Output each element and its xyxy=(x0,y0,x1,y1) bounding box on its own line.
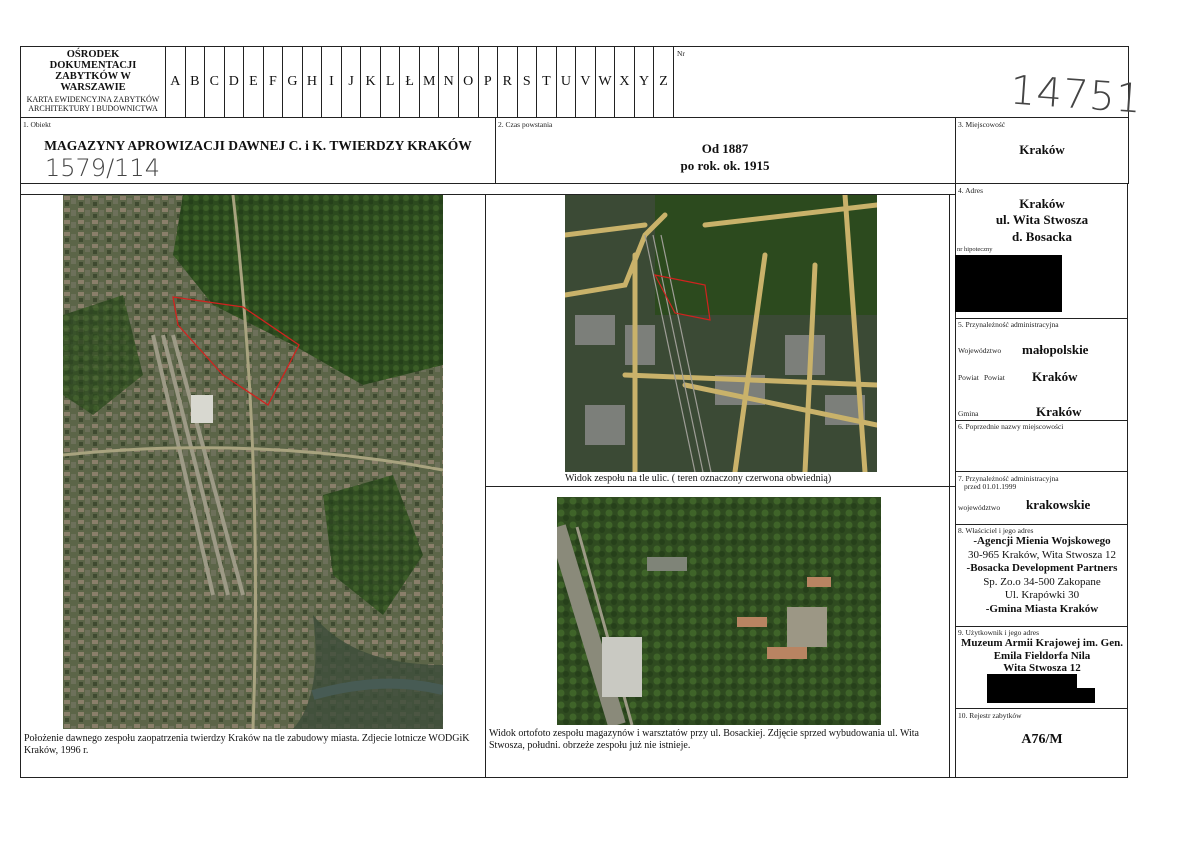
address-line2: ul. Wita Stwosza xyxy=(995,212,1089,227)
divider xyxy=(673,47,674,118)
address-line3: d. Bosacka xyxy=(1012,229,1072,244)
institution-block xyxy=(21,47,165,117)
index-letter: P xyxy=(478,47,498,117)
commune-value: Kraków xyxy=(1036,404,1082,419)
date-line2: po rok. ok. 1915 xyxy=(680,158,770,173)
orthophoto-image xyxy=(557,497,881,725)
redacted-block xyxy=(955,255,1062,312)
redacted-block xyxy=(987,674,1077,688)
county-label-2: Powiat xyxy=(984,373,1005,382)
index-letter: A xyxy=(165,47,185,117)
index-letter: W xyxy=(595,47,615,117)
index-letter: T xyxy=(536,47,556,117)
institution-subtitle: KARTA EWIDENCYJNA ZABYTKÓW ARCHITEKTURY I BUDOWNICTWA xyxy=(26,95,160,113)
index-letter: M xyxy=(419,47,439,117)
index-letters xyxy=(165,47,673,117)
index-letter: E xyxy=(243,47,263,117)
divider xyxy=(949,194,950,778)
admin-1999-label: 7. Przynależność administracyjna xyxy=(958,474,1059,483)
divider xyxy=(955,471,1127,472)
user-line: Wita Stwosza 12 xyxy=(1003,662,1081,675)
user-block xyxy=(956,637,1128,675)
commune-label: Gmina xyxy=(958,409,979,418)
county-value: Kraków xyxy=(1032,369,1078,384)
user-line: Emila Fieldorfa Nila xyxy=(993,649,1091,662)
divider xyxy=(955,420,1127,421)
user-line: Muzeum Armii Krajowej im. Gen. xyxy=(961,637,1123,649)
map-caption: Widok zespołu na tle ulic. ( teren oznaczony czerwona obwiednią) xyxy=(565,473,832,484)
divider xyxy=(955,626,1127,627)
divider xyxy=(1127,184,1128,777)
owner-line: 30-965 Kraków, Wita Stwosza 12 xyxy=(967,548,1117,561)
admin-1999-label-2: przed 01.01.1999 xyxy=(964,482,1017,491)
index-letter: K xyxy=(360,47,380,117)
voivodeship-label: Województwo xyxy=(958,346,1002,355)
index-letter: Y xyxy=(634,47,654,117)
index-letter: C xyxy=(204,47,224,117)
divider xyxy=(955,708,1127,709)
register-value: A76/M xyxy=(1021,732,1063,747)
locality-value: Kraków xyxy=(1019,142,1065,157)
owner-block xyxy=(956,535,1128,617)
former-names-label: 6. Poprzednie nazwy miejscowości xyxy=(958,422,1064,431)
owner-line: -Agencji Mienia Wojskowego xyxy=(973,535,1111,547)
index-letter: V xyxy=(575,47,595,117)
nr-handwritten: 14751 xyxy=(1008,67,1144,123)
date-label: 2. Czas powstania xyxy=(498,120,553,129)
owner-line: Ul. Krapówki 30 xyxy=(1004,589,1080,602)
index-letter: F xyxy=(263,47,283,117)
index-letter: H xyxy=(302,47,322,117)
institution-name: OŚRODEK DOKUMENTACJI ZABYTKÓW W WARSZAWIE xyxy=(49,49,137,93)
address-line1: Kraków xyxy=(1019,196,1065,211)
owner-line: -Gmina Miasta Kraków xyxy=(985,602,1099,615)
left-photo-caption: Położenie dawnego zespołu zaopatrzenia twierdzy Kraków na tle zabudowy miasta. Zdjecie lotnicze WODGiK Kraków, 1996 r. xyxy=(24,733,470,756)
locality-label: 3. Miejscowość xyxy=(958,120,1006,129)
street-map-image xyxy=(565,195,877,472)
divider xyxy=(485,486,955,487)
divider xyxy=(955,524,1127,525)
index-letter: Ł xyxy=(399,47,419,117)
redacted-block xyxy=(987,688,1095,703)
owner-label: 8. Właściciel i jego adres xyxy=(958,526,1034,535)
mortgage-label: nr hipoteczny xyxy=(957,246,993,253)
aerial-photo-city xyxy=(63,195,443,729)
index-letter: J xyxy=(341,47,361,117)
index-letter: G xyxy=(282,47,302,117)
voivodeship-1999-value: krakowskie xyxy=(1026,497,1091,512)
object-label: 1. Obiekt xyxy=(23,120,51,129)
aerial-photo-svg xyxy=(63,195,443,729)
street-map-svg xyxy=(565,195,877,472)
admin-label: 5. Przynależność administracyjna xyxy=(958,320,1059,329)
index-letter: U xyxy=(556,47,576,117)
register-label: 10. Rejestr zabytków xyxy=(958,711,1022,720)
index-letter: B xyxy=(185,47,205,117)
owner-line: -Bosacka Development Partners xyxy=(966,562,1118,575)
voivodeship-1999-label: województwo xyxy=(958,503,1001,512)
divider xyxy=(955,777,1128,778)
orthophoto-caption: Widok ortofoto zespołu magazynów i warsztatów przy ul. Bosackiej. Zdjęcie sprzed wybudowania ul. Wita Stwosza, południ. obrzeże zespołu już nie istnieje. xyxy=(489,728,919,751)
user-label: 9. Użytkownik i jego adres xyxy=(958,628,1040,637)
index-letter: N xyxy=(438,47,458,117)
county-label: Powiat xyxy=(958,373,979,382)
index-letter: R xyxy=(497,47,517,117)
date-line1: Od 1887 xyxy=(701,141,749,156)
divider xyxy=(955,318,1127,319)
index-letter: I xyxy=(321,47,341,117)
owner-line: Sp. Zo.o 34-500 Zakopane xyxy=(983,575,1101,588)
nr-label: Nr xyxy=(677,49,685,58)
object-name: MAGAZYNY APROWIZACJI DAWNEJ C. i K. TWIERDZY KRAKÓW xyxy=(44,138,472,153)
address-label: 4. Adres xyxy=(958,186,983,195)
index-letter: L xyxy=(380,47,400,117)
index-letter: X xyxy=(614,47,634,117)
index-letter: O xyxy=(458,47,478,117)
orthophoto-svg xyxy=(557,497,881,725)
index-letter: D xyxy=(224,47,244,117)
voivodeship-value: małopolskie xyxy=(1022,342,1089,357)
object-handwritten: 1579/114 xyxy=(45,154,160,182)
index-letter: Z xyxy=(653,47,673,117)
index-letter: S xyxy=(517,47,537,117)
